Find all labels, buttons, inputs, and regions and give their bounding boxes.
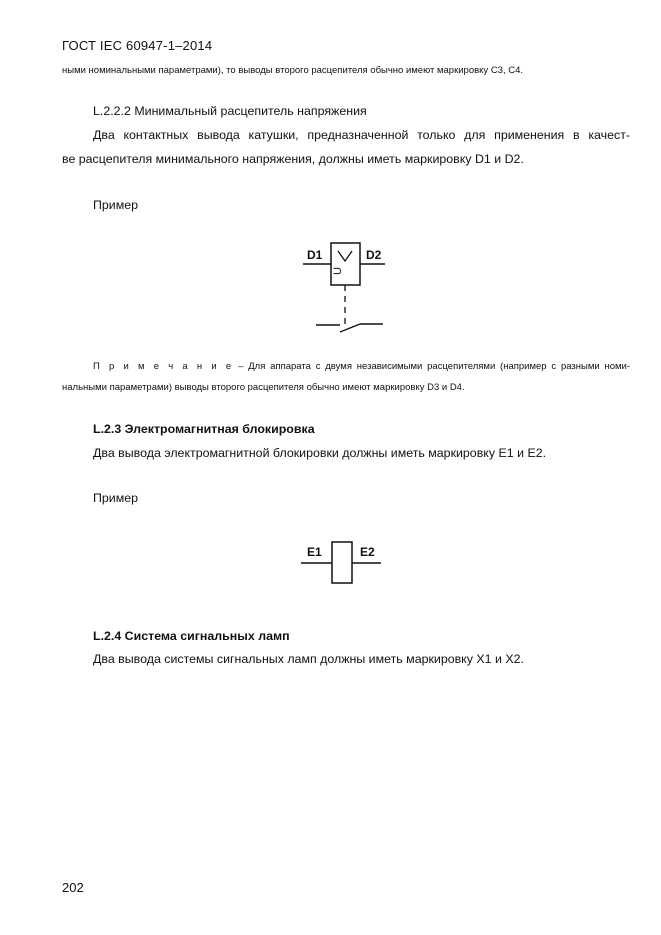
example-label: Пример (93, 198, 139, 212)
coil-voltage-symbol: U (332, 267, 344, 275)
terminal-label-e2: E2 (360, 545, 375, 559)
interlock-coil-box (332, 542, 352, 583)
section-heading-l222: L.2.2.2 Минимальный расцепитель напряжения (93, 104, 367, 118)
coil-box (331, 243, 360, 285)
document-header: ГОСТ IEC 60947-1–2014 (62, 38, 213, 53)
contact-blade (340, 324, 360, 332)
paragraph-line: Два контактных вывода катушки, предназначенной только для применения в качест- (93, 128, 630, 142)
note-line (93, 361, 630, 372)
undervoltage-release-diagram (290, 238, 400, 340)
terminal-label-d1: D1 (307, 248, 323, 262)
terminal-label-e1: E1 (307, 545, 322, 559)
section-heading-l24: L.2.4 Система сигнальных ламп (93, 629, 290, 643)
terminal-label-d2: D2 (366, 248, 382, 262)
note-line: нальными параметрами) выводы второго расцепителя обычно имеют маркировку D3 и D4. (62, 382, 465, 393)
page-number: 202 (62, 880, 84, 895)
undervoltage-chevron-icon (338, 251, 352, 261)
note-text: – Для аппарата с двумя независимыми расцепителями (например с разными номи- (233, 361, 631, 372)
paragraph-line: ве расцепителя минимального напряжения, должны иметь маркировку D1 и D2. (62, 152, 524, 166)
continuation-text: ными номинальными параметрами), то выводы второго расцепителя обычно имеют маркировку C3, C4. (62, 65, 524, 76)
note-prefix: П р и м е ч а н и е (93, 361, 234, 372)
paragraph-line: Два вывода системы сигнальных ламп должны иметь маркировку X1 и X2. (93, 652, 524, 666)
example-label: Пример (93, 491, 139, 505)
electromagnetic-interlock-diagram (298, 537, 388, 587)
section-heading-l23: L.2.3 Электромагнитная блокировка (93, 422, 315, 436)
paragraph-line: Два вывода электромагнитной блокировки должны иметь маркировку E1 и E2. (93, 446, 547, 460)
